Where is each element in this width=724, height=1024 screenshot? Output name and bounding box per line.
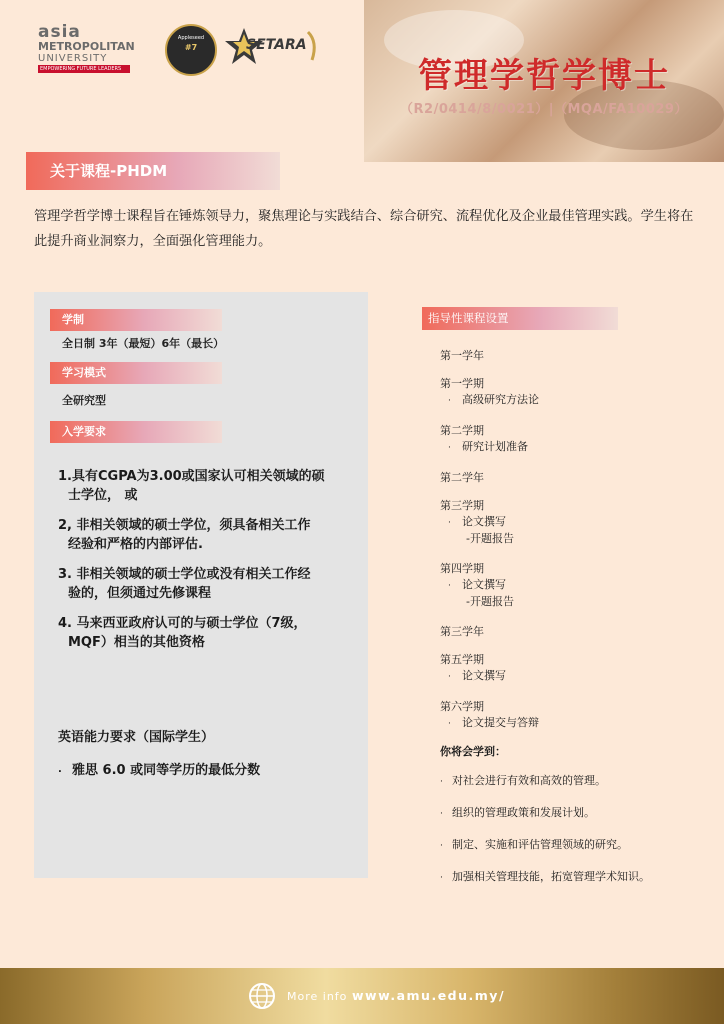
entry-requirements-tag: 入学要求	[50, 421, 222, 443]
curriculum-list	[440, 348, 710, 732]
badge-rank: #7	[184, 43, 198, 52]
semester-heading: 第二学期	[440, 424, 484, 437]
requirement-item: 2, 非相关领域的硕士学位，须具备相关工作 经验和严格的内部评估.	[58, 518, 311, 552]
program-title: 管理学哲学博士	[418, 56, 670, 96]
requirements-list	[58, 467, 358, 663]
year-heading: 第二学年	[440, 471, 484, 484]
learning-outcomes-title: 你将会学到：	[440, 745, 506, 758]
course-item: · 论文撰写	[448, 515, 506, 528]
study-mode-value: 全研究型	[62, 394, 106, 407]
course-item: · 论文提交与答辩	[448, 716, 539, 729]
learning-outcomes-list	[440, 773, 715, 901]
duration-value: 全日制 3年（最短）6年（最长）	[62, 337, 225, 350]
about-text: 管理学哲学博士课程旨在锤炼领导力，聚焦理论与实践结合、综合研究、流程优化及企业最佳管理实践。学生将在此提升商业洞察力，全面强化管理能力。	[34, 209, 694, 249]
course-item: · 论文撰写	[448, 578, 506, 591]
logo-line2: METROPOLITAN	[38, 40, 135, 53]
logo-tagline: EMPOWERING FUTURE LEADERS	[38, 65, 130, 73]
year-heading: 第三学年	[440, 625, 484, 638]
semester-heading: 第五学期	[440, 653, 484, 666]
course-item: · 论文撰写	[448, 669, 506, 682]
duration-tag: 学制	[50, 309, 222, 331]
list-item: · 制定、实施和评估管理领域的研究。	[440, 838, 628, 851]
requirement-item: 3. 非相关领域的硕士学位或没有相关工作经 验的，但须通过先修课程	[58, 567, 311, 601]
course-item: · 研究计划准备	[448, 440, 528, 453]
list-item: · 加强相关管理技能，拓宽管理学术知识。	[440, 870, 650, 883]
course-subitem: -开题报告	[466, 532, 514, 545]
more-info-label: More info	[287, 990, 348, 1003]
website-link[interactable]: www.amu.edu.my/	[352, 988, 506, 1003]
curriculum-tag: 指导性课程设置	[422, 307, 618, 330]
logo-line1: asia	[38, 22, 81, 42]
bullet-icon: .	[58, 764, 62, 775]
program-code: （R2/0414/8/0021）|（MQA/FA10029）	[400, 102, 688, 117]
study-mode-tag: 学习模式	[50, 362, 222, 384]
list-item: · 对社会进行有效和高效的管理。	[440, 774, 606, 787]
about-tag: 关于课程-PHDM	[26, 152, 280, 190]
english-requirement-title: 英语能力要求（国际学生）	[58, 730, 215, 745]
course-item: · 高级研究方法论	[448, 393, 539, 406]
university-logo	[38, 22, 135, 73]
badge-label: Appleseed	[177, 35, 205, 41]
list-item: · 组织的管理政策和发展计划。	[440, 806, 595, 819]
logo-line3: UNIVERSITY	[38, 53, 108, 64]
course-subitem: -开题报告	[466, 595, 514, 608]
semester-heading: 第六学期	[440, 700, 484, 713]
globe-icon	[248, 982, 276, 1010]
ranking-badge	[165, 24, 217, 76]
semester-heading: 第四学期	[440, 562, 484, 575]
english-requirement-item: . 雅思 6.0 或同等学历的最低分数	[58, 763, 261, 778]
setara-label: SETARA	[246, 37, 307, 53]
semester-heading: 第一学期	[440, 377, 484, 390]
year-heading: 第一学年	[440, 349, 484, 362]
requirement-item: 4. 马来西亚政府认可的与硕士学位（7级， MQF）相当的其他资格	[58, 616, 307, 650]
hero-banner	[364, 0, 724, 162]
requirement-item: 1.具有CGPA为3.00或国家认可相关领域的硕 士学位， 或	[58, 469, 325, 503]
semester-heading: 第三学期	[440, 499, 484, 512]
